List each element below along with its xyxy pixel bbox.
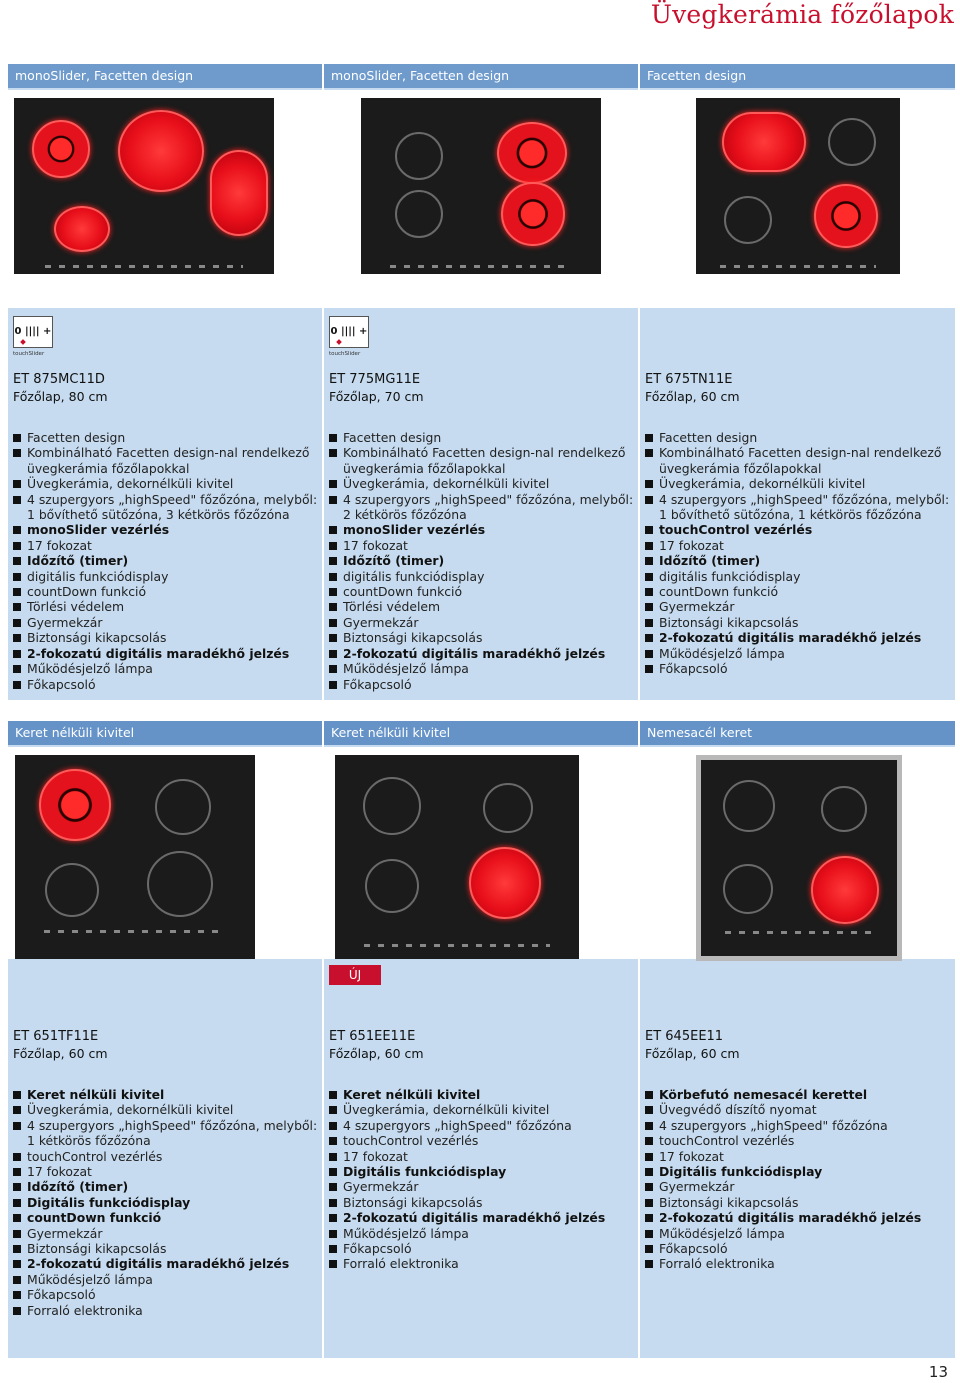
cooking-zone — [45, 863, 99, 917]
control-panel — [45, 265, 243, 268]
touchslider-label: touchSlider — [13, 351, 45, 357]
product-subtitle: Főzőlap, 80 cm — [13, 389, 108, 404]
feature-item: 2-fokozatú digitális maradékhő jelzés — [13, 1256, 318, 1271]
feature-item: Gyermekzár — [645, 599, 951, 614]
touchslider-icon: 0 |||| + — [329, 316, 369, 348]
feature-item: touchControl vezérlés — [645, 1133, 951, 1148]
feature-item: Működésjelző lámpa — [329, 1226, 634, 1241]
feature-item: Biztonsági kikapcsolás — [645, 1195, 951, 1210]
cooking-zone — [147, 851, 213, 917]
feature-item: Főkapcsoló — [13, 1287, 318, 1302]
control-panel — [390, 265, 572, 268]
feature-item: 2 kétkörös főzőzóna — [343, 507, 467, 523]
cooking-zone — [497, 122, 567, 184]
feature-item: Főkapcsoló — [645, 661, 951, 676]
feature-item: Üvegkerámia, dekornélküli kivitel — [329, 1102, 634, 1117]
cooking-zone — [365, 859, 419, 913]
feature-item: Üvegkerámia, dekornélküli kivitel — [329, 476, 634, 491]
feature-item: Biztonsági kikapcsolás — [329, 1195, 634, 1210]
product-model: ET 875MC11D — [13, 372, 105, 387]
cooking-zone — [469, 847, 541, 919]
page-number: 13 — [928, 1363, 948, 1381]
feature-item: Kombinálható Facetten design-nal rendelkező — [645, 445, 951, 460]
new-badge: ÚJ — [329, 965, 381, 985]
feature-item: 17 fokozat — [329, 1149, 634, 1164]
feature-item: 4 szupergyors „highSpeed" főzőzóna, melyből: — [13, 1118, 318, 1133]
cooktop-photo — [696, 755, 902, 961]
cooktop-image — [324, 90, 638, 308]
feature-item: Működésjelző lámpa — [329, 661, 634, 676]
feature-item: Gyermekzár — [13, 1226, 318, 1241]
feature-item: Kombinálható Facetten design-nal rendelkező — [329, 445, 634, 460]
feature-item: digitális funkciódisplay — [645, 569, 951, 584]
feature-item: 2-fokozatú digitális maradékhő jelzés — [13, 646, 318, 661]
cooking-zone — [395, 190, 443, 238]
cooktop-photo — [361, 98, 601, 274]
product-model: ET 675TN11E — [645, 372, 733, 387]
feature-list — [13, 430, 318, 692]
feature-item: Időzítő (timer) — [645, 553, 951, 568]
feature-item: Főkapcsoló — [329, 677, 634, 692]
feature-list — [13, 1087, 318, 1318]
cooking-zone — [54, 206, 110, 252]
feature-item: Időzítő (timer) — [13, 553, 318, 568]
feature-item: Főkapcsoló — [329, 1241, 634, 1256]
feature-item: digitális funkciódisplay — [329, 569, 634, 584]
feature-item: Üvegkerámia, dekornélküli kivitel — [645, 476, 951, 491]
feature-item: digitális funkciódisplay — [13, 569, 318, 584]
cooking-zone — [363, 777, 421, 835]
feature-item: Digitális funkciódisplay — [645, 1164, 951, 1179]
cooking-zone — [724, 196, 772, 244]
feature-item: touchControl vezérlés — [13, 1149, 318, 1164]
feature-item: monoSlider vezérlés — [329, 522, 634, 537]
feature-item: Biztonsági kikapcsolás — [13, 1241, 318, 1256]
feature-item: Forraló elektronika — [645, 1256, 951, 1271]
touchslider-icon: 0 |||| + — [13, 316, 53, 348]
cooking-zone — [501, 182, 565, 246]
feature-item: üvegkerámia főzőlapokkal — [343, 460, 506, 476]
cooktop-photo — [15, 755, 255, 959]
feature-item: Működésjelző lámpa — [13, 1272, 318, 1287]
feature-list — [645, 1087, 951, 1272]
cooking-zone — [39, 769, 111, 841]
product-row-1 — [8, 64, 955, 700]
cooking-zone — [723, 864, 773, 914]
feature-item: Törlési védelem — [329, 599, 634, 614]
cooktop-photo — [14, 98, 274, 274]
feature-item: üvegkerámia főzőlapokkal — [27, 460, 190, 476]
feature-item: Forraló elektronika — [329, 1256, 634, 1271]
feature-item: 17 fokozat — [645, 538, 951, 553]
feature-item: üvegkerámia főzőlapokkal — [659, 460, 822, 476]
feature-list — [645, 430, 951, 677]
feature-item: Biztonsági kikapcsolás — [645, 615, 951, 630]
control-panel — [364, 944, 549, 947]
cooktop-image — [8, 90, 322, 308]
product-column — [8, 64, 322, 700]
feature-item: Keret nélküli kivitel — [329, 1087, 634, 1102]
feature-item: countDown funkció — [13, 584, 318, 599]
product-subtitle: Főzőlap, 60 cm — [645, 389, 740, 404]
feature-item: countDown funkció — [329, 584, 634, 599]
feature-item: 2-fokozatú digitális maradékhő jelzés — [645, 1210, 951, 1225]
cooktop-image — [324, 747, 638, 959]
cooktop-image — [640, 90, 955, 308]
feature-item: Gyermekzár — [645, 1179, 951, 1194]
feature-item: countDown funkció — [13, 1210, 318, 1225]
product-subtitle: Főzőlap, 70 cm — [329, 389, 424, 404]
column-header: Facetten design — [640, 64, 955, 88]
product-model: ET 775MG11E — [329, 372, 421, 387]
feature-item: 17 fokozat — [329, 538, 634, 553]
feature-item: Időzítő (timer) — [13, 1179, 318, 1194]
feature-item: Forraló elektronika — [13, 1303, 318, 1318]
feature-item: 17 fokozat — [645, 1149, 951, 1164]
feature-item: Facetten design — [329, 430, 634, 445]
cooktop-image — [640, 747, 955, 959]
feature-item: Időzítő (timer) — [329, 553, 634, 568]
feature-item: 4 szupergyors „highSpeed" főzőzóna — [645, 1118, 951, 1133]
control-panel — [720, 265, 875, 268]
product-row-2 — [8, 721, 955, 1358]
feature-item: Főkapcsoló — [13, 677, 318, 692]
feature-item: 4 szupergyors „highSpeed" főzőzóna — [329, 1118, 634, 1133]
feature-item: touchControl vezérlés — [645, 522, 951, 537]
column-header: Keret nélküli kivitel — [8, 721, 322, 745]
column-header: monoSlider, Facetten design — [324, 64, 638, 88]
feature-item: 1 bővíthető sütőzóna, 1 kétkörös főzőzóna — [659, 507, 922, 523]
feature-item: Üvegvédő díszítő nyomat — [645, 1102, 951, 1117]
feature-item: 17 fokozat — [13, 1164, 318, 1179]
product-model: ET 651EE11E — [329, 1029, 416, 1044]
feature-item: 2-fokozatú digitális maradékhő jelzés — [329, 1210, 634, 1225]
feature-item: touchControl vezérlés — [329, 1133, 634, 1148]
cooking-zone — [155, 779, 211, 835]
cooking-zone — [118, 110, 204, 192]
product-subtitle: Főzőlap, 60 cm — [645, 1046, 740, 1061]
feature-item: 1 bővíthető sütőzóna, 3 kétkörös főzőzóna — [27, 507, 290, 523]
product-column — [640, 64, 955, 700]
feature-item: Főkapcsoló — [645, 1241, 951, 1256]
product-column — [324, 721, 638, 1358]
cooking-zone — [814, 184, 878, 248]
feature-item: Üvegkerámia, dekornélküli kivitel — [13, 476, 318, 491]
cooking-zone — [210, 150, 268, 236]
feature-item: Működésjelző lámpa — [645, 1226, 951, 1241]
feature-item: Körbefutó nemesacél kerettel — [645, 1087, 951, 1102]
product-model: ET 651TF11E — [13, 1029, 99, 1044]
column-header: monoSlider, Facetten design — [8, 64, 322, 88]
feature-item: countDown funkció — [645, 584, 951, 599]
product-column — [324, 64, 638, 700]
cooking-zone — [828, 118, 876, 166]
feature-item: Biztonsági kikapcsolás — [13, 630, 318, 645]
feature-item: 2-fokozatú digitális maradékhő jelzés — [645, 630, 951, 645]
feature-item: Működésjelző lámpa — [645, 646, 951, 661]
cooking-zone — [723, 780, 775, 832]
product-column — [8, 721, 322, 1358]
page-title: Üvegkerámia főzőlapok — [650, 0, 954, 29]
feature-item: 4 szupergyors „highSpeed" főzőzóna, melyből: — [645, 492, 951, 507]
feature-item: 1 kétkörös főzőzóna — [27, 1133, 151, 1149]
cooking-zone — [395, 132, 443, 180]
feature-item: monoSlider vezérlés — [13, 522, 318, 537]
feature-item: Facetten design — [13, 430, 318, 445]
feature-item: Kombinálható Facetten design-nal rendelkező — [13, 445, 318, 460]
feature-item: Működésjelző lámpa — [13, 661, 318, 676]
feature-item: Digitális funkciódisplay — [13, 1195, 318, 1210]
feature-list — [329, 430, 634, 692]
cooking-zone — [32, 120, 90, 178]
column-header: Nemesacél keret — [640, 721, 955, 745]
feature-item: Keret nélküli kivitel — [13, 1087, 318, 1102]
feature-item: Gyermekzár — [329, 615, 634, 630]
feature-item: Törlési védelem — [13, 599, 318, 614]
product-model: ET 645EE11 — [645, 1029, 724, 1044]
feature-item: Gyermekzár — [13, 615, 318, 630]
feature-item: Digitális funkciódisplay — [329, 1164, 634, 1179]
cooking-zone — [483, 783, 533, 833]
feature-list — [329, 1087, 634, 1272]
cooking-zone — [811, 856, 879, 924]
feature-item: 4 szupergyors „highSpeed" főzőzóna, melyből: — [13, 492, 318, 507]
column-header: Keret nélküli kivitel — [324, 721, 638, 745]
feature-item: 2-fokozatú digitális maradékhő jelzés — [329, 646, 634, 661]
feature-item: Biztonsági kikapcsolás — [329, 630, 634, 645]
touchslider-label: touchSlider — [329, 351, 361, 357]
product-column — [640, 721, 955, 1358]
cooking-zone — [722, 112, 806, 172]
feature-item: Facetten design — [645, 430, 951, 445]
control-panel — [44, 930, 226, 933]
cooktop-image — [8, 747, 322, 959]
product-subtitle: Főzőlap, 60 cm — [13, 1046, 108, 1061]
cooking-zone — [821, 786, 867, 832]
product-subtitle: Főzőlap, 60 cm — [329, 1046, 424, 1061]
control-panel — [725, 931, 874, 934]
cooktop-photo — [696, 98, 900, 274]
feature-item: Gyermekzár — [329, 1179, 634, 1194]
feature-item: Üvegkerámia, dekornélküli kivitel — [13, 1102, 318, 1117]
feature-item: 4 szupergyors „highSpeed" főzőzóna, melyből: — [329, 492, 634, 507]
cooktop-photo — [335, 755, 579, 959]
feature-item: 17 fokozat — [13, 538, 318, 553]
